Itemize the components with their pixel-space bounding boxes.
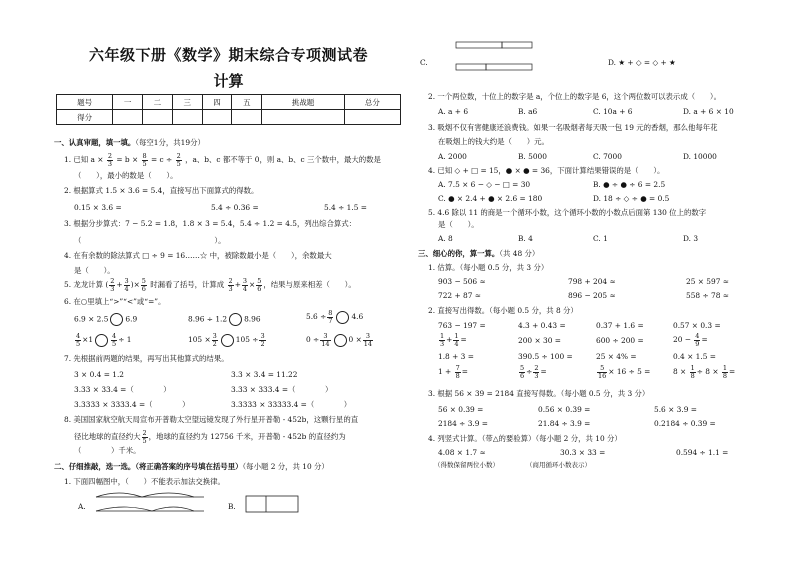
q2-2b: B. a6 [518,107,538,116]
q2-3a: A. 2000 [438,152,467,161]
q1-2a: 0.15 × 3.6 = [74,203,122,212]
q1-4-cont: 是（ ）。 [74,266,115,275]
compare-circle[interactable] [221,334,234,347]
direct-15: $\frac{5}{16}$ × 16 ÷ 5 = [598,364,651,380]
q3-2: 2. 直接写出得数。（每小题 0.5 分，共 8 分） [428,306,578,315]
direct-4: 0.57 × 0.3 = [673,321,721,330]
q2-3c: C. 7000 [593,152,622,161]
q1-7-r1a: 3 × 0.4 = 1.2 [74,370,124,379]
q2-5b: B. 4 [518,234,533,243]
score-blank[interactable] [202,110,232,125]
q2-4b: B. ● ÷ ● ÷ 6 = 2.5 [593,180,666,189]
q2-4a: A. 7.5 × 6 − ◇ − □ = 30 [438,180,531,189]
vertical-2: 30.3 × 33 = [560,448,606,457]
q2-5-cont: 是（ ）。 [438,220,479,229]
score-cell: 二 [142,95,172,110]
q1-4: 4. 在有余数的除法算式 □ ÷ 9 = 16……☆ 中，被除数最小是（ ），余数最大 [64,251,332,260]
direct-16: 8 × $\frac{1}{8}$ ÷ 8 × $\frac{1}{8}$ = [673,364,736,380]
bar-figure-c [452,34,542,78]
vertical-1-note: （得数保留两位小数） [434,461,499,469]
direct-1: 763 − 197 = [438,321,486,330]
q1-2c: 5.4 ÷ 1.5 = [324,203,367,212]
q3-1: 1. 估算。（每小题 0.5 分，共 3 分） [428,263,549,272]
score-blank[interactable] [262,110,344,125]
q2-5a: A. 8 [438,234,453,243]
q1-7-r2a[interactable]: 3.33 × 33.4 =（ ） [74,385,171,394]
exam-title: 六年级下册《数学》期末综合专项测试卷 [88,46,368,64]
option-c-label: C. [420,58,428,67]
q2-2c: C. 10a + 6 [593,107,633,116]
estimate-6: 558 ÷ 78 ≈ [686,291,729,300]
q2-1: 1. 下面四幅图中，（ ）不能表示加法交换律。 [64,477,225,486]
q2-5c: C. 1 [593,234,608,243]
estimate-3: 25 × 597 ≈ [686,277,729,286]
score-blank[interactable] [344,110,400,125]
direct-3: 0.37 + 1.6 = [596,321,644,330]
section-3-heading: 三、细心的你，算一算。（共 48 分） [418,249,540,258]
estimate-4: 722 + 87 ≈ [438,291,481,300]
q2-3-cont: 在吸烟上的钱大约是（ ）元。 [438,137,549,146]
compare-5: 105 × $\frac{3}{2}$ 105 ÷ $\frac{3}{2}$ [188,332,265,348]
score-cell: 题号 [57,95,113,110]
score-header-row [57,95,401,110]
q1-3-blank[interactable]: （ ）。 [74,236,226,245]
q3-3: 3. 根据 56 × 39 = 2184 直接写得数。（每小题 0.5 分，共 3 分） [428,389,650,398]
q1-7-r2b[interactable]: 3.33 × 333.4 =（ ） [231,385,333,394]
q2-3d: D. 10000 [683,152,717,161]
number-line-figure-a [94,487,212,519]
q1-3: 3. 根据分步算式：7 − 5.2 = 1.8，1.8 × 3 = 5.4，5.4 ÷ 1.2 = 4.5，列出综合算式： [64,219,357,228]
q2-2a: A. a + 6 [438,107,469,116]
score-cell: 五 [232,95,262,110]
option-b-label: B. [228,502,236,511]
compare-3: 5.6 ÷ $\frac{8}{7}$ 4.6 [306,309,364,325]
compare-circle[interactable] [95,334,108,347]
section-1-heading: 一、认真审题，填一填。（每空1分，共19分） [54,138,205,147]
q3-4: 4. 列竖式计算。（带△的要验算）（每小题 2 分，共 10 分） [428,434,622,443]
compare-6: 0 ÷ $\frac{3}{14}$ 0 × $\frac{3}{14}$ [306,332,373,348]
direct-2: 4.3 + 0.43 = [518,321,566,330]
compare-circle[interactable] [336,311,349,324]
direct-10: 390.5 ÷ 100 = [518,352,573,361]
q1-6: 6. 在○里填上“>”“<”或“=”。 [64,297,166,306]
q1-7-r3a[interactable]: 3.3333 × 3333.4 =（ ） [74,400,190,409]
q2-5: 5. 4.6 除以 11 的商是一个循环小数，这个循环小数的小数点后面第 130 位上的数字 [428,208,707,217]
compare-circle[interactable] [229,313,242,326]
derive-4: 2184 ÷ 3.9 = [438,419,488,428]
q1-2: 2. 根据算式 1.5 × 3.6 = 5.4，直接写出下面算式的得数。 [64,186,259,195]
section-2-heading: 二、仔细推敲，选一选。（将正确答案的序号填在括号里）（每小题 2 分，共 10 分） [54,462,329,471]
direct-8: 20 − $\frac{4}{9}$ = [673,332,708,348]
score-blank[interactable] [232,110,262,125]
derive-2: 0.56 × 0.39 = [538,405,591,414]
vertical-1: 4.08 × 1.7 ≈ [438,448,486,457]
score-cell: 四 [202,95,232,110]
derive-1: 56 × 0.39 = [438,405,484,414]
vertical-2-note: （商用循环小数表示） [526,461,591,469]
q2-5d: D. 3 [683,234,699,243]
q1-5: 5. 龙龙计算 ( $\frac{2}{3}$ + $\frac{3}{4}$ )× $\frac{5}{6}$ 时漏看了括号，计算成 $\frac{2}{3}$ + $\frac{3}{4}$ × $\frac{5}{6}$ ，结果与原来相差（ ）。 [64,277,356,293]
q2-4: 4. 已知 ◇ + □ = 15，● × ● = 36，下面计算结果错误的是（ ）。 [428,166,665,175]
estimate-5: 896 − 205 ≈ [568,291,616,300]
option-a-label: A. [78,502,86,511]
q1-7-r1b: 3.3 × 3.4 = 11.22 [231,370,298,379]
q2-2d: D. a + 6 × 10 [683,107,734,116]
estimate-1: 903 − 506 ≈ [438,277,486,286]
q1-2b: 5.4 ÷ 0.36 = [211,203,259,212]
q1-7-r3b[interactable]: 3.3333 × 33333.4 =（ ） [231,400,352,409]
q1-7: 7. 先根据前两题的结果，再写出其他算式的结果。 [64,354,229,363]
compare-1: 6.9 × 2.5 6.9 [74,313,137,326]
q2-4c: C. ● × 2.4 + ● × 2.6 = 180 [438,194,543,203]
q1-1: 1. 已知 a × $\frac{2}{3}$ = b × $\frac{8}{5}$ = c ÷ $\frac{2}{5}$ ，a、b、c 都不等于 0，则 a、b、c 三个数中，最大的数是 [64,152,381,168]
exam-subtitle: 计算 [213,72,244,90]
direct-12: 0.4 × 1.5 = [673,352,716,361]
score-value-row [57,110,401,125]
score-blank[interactable] [113,110,143,125]
compare-circle[interactable] [110,313,123,326]
q1-8: 8. 美国国家航空航天局宣布开普勒太空望远镜发现了外行星开普勒 - 452b，这颗行星的直 [64,415,359,424]
score-label: 得分 [57,110,113,125]
score-blank[interactable] [142,110,172,125]
q2-2: 2. 一个两位数，十位上的数字是 a，个位上的数字是 6，这个两位数可以表示成（ ）。 [428,92,721,101]
direct-9: 1.8 + 3 = [438,352,474,361]
score-cell: 总分 [344,95,400,110]
score-blank[interactable] [172,110,202,125]
rectangle-figure-b [244,492,314,518]
q1-8-cont: 径比地球的直径约大 $\frac{2}{5}$ ，地球的直径约为 12756 千米，开普勒 - 452b 的直径约为 [74,429,346,445]
score-cell: 一 [113,95,143,110]
q2-4d: D. 18 ÷ ◇ ÷ ● = 0.5 [593,194,670,203]
score-table [56,94,401,125]
q1-1-cont: （ ），最小的数是（ ）。 [74,171,178,180]
direct-13: 1 + $\frac{7}{8}$ = [438,364,468,380]
option-d: D. ★ + ◇ = ◇ + ★ [608,58,676,67]
estimate-2: 798 + 204 ≈ [568,277,616,286]
direct-11: 25 × 4% = [596,352,637,361]
derive-5: 21.84 ÷ 3.9 = [538,419,591,428]
derive-3: 5.6 × 3.9 = [654,405,697,414]
compare-4: $\frac{4}{5}$ ×1 $\frac{4}{5}$ ÷ 1 [76,332,132,348]
q2-3b: B. 5000 [518,152,547,161]
score-cell: 挑战题 [262,95,344,110]
direct-7: 600 ÷ 200 = [596,336,644,345]
derive-6: 0.2184 ÷ 0.39 = [654,419,716,428]
q1-8-blank[interactable]: （ ）千米。 [74,446,141,455]
score-cell: 三 [172,95,202,110]
vertical-3: 0.594 ÷ 1.1 = [676,448,729,457]
compare-2: 8.96 ÷ 1.2 8.96 [188,313,261,326]
direct-5: $\frac{1}{3}$ + $\frac{1}{4}$ = [440,332,467,348]
direct-14: $\frac{5}{6}$ ÷ $\frac{2}{3}$ = [520,364,547,380]
compare-circle[interactable] [334,334,347,347]
q2-3: 3. 吸烟不仅有害健康还浪费钱。如果一名吸烟者每天吸一包 19 元的香烟，那么他每年花 [428,123,718,132]
direct-6: 200 × 30 = [518,336,561,345]
